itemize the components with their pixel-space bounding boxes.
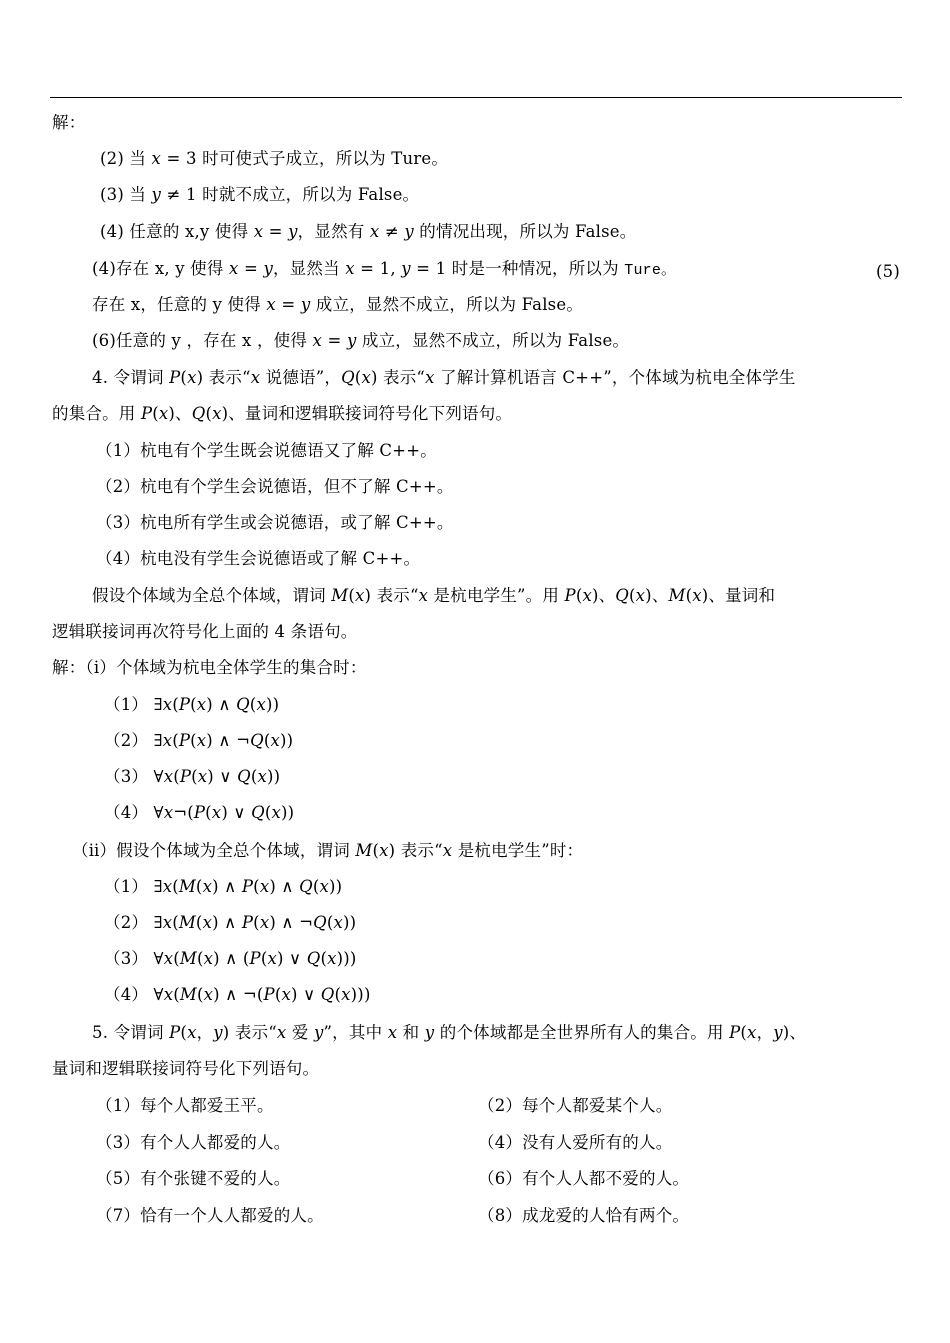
answer-4: (4) 任意的 x,y 使得 𝑥 = 𝑦，显然有 𝑥 ≠ 𝑦 的情况出现，所以为 False。: [100, 222, 637, 241]
solution-ii-item-1: （1） ∃𝑥(𝑀(𝑥) ∧ 𝑃(𝑥) ∧ 𝑄(𝑥)): [104, 877, 343, 896]
question-5-item-3: （3）有个人人都爱的人。: [96, 1133, 291, 1152]
question-4-item-2: （2）杭电有个学生会说德语，但不了解 C++。: [96, 477, 454, 496]
question-4-line-4: 逻辑联接词再次符号化上面的 4 条语句。: [52, 622, 358, 641]
question-5-item-6: （6）有个人人都不爱的人。: [478, 1169, 690, 1188]
question-5-item-8: （8）成龙爱的人恰有两个。: [478, 1206, 690, 1225]
answer-4b: [92, 258, 676, 282]
question-4-item-4: （4）杭电没有学生会说德语或了解 C++。: [96, 549, 421, 568]
solution-i-item-3: （3） ∀𝑥(𝑃(𝑥) ∨ 𝑄(𝑥)): [104, 767, 281, 786]
answer-2: (2) 当 𝑥 = 3 时可使式子成立，所以为 Ture。: [100, 149, 449, 168]
answer-5: 存在 x，任意的 y 使得 𝑥 = 𝑦 成立，显然不成立，所以为 False。: [92, 295, 584, 314]
question-5-item-1: （1）每个人都爱王平。: [96, 1096, 274, 1115]
answer-5-number: (5): [876, 262, 900, 281]
question-4-line-2: 的集合。用 𝑃(𝑥)、𝑄(𝑥)、量词和逻辑联接词符号化下列语句。: [52, 404, 513, 423]
answer-4b-result: Ture。: [624, 262, 677, 279]
solution-ii-item-3: （3） ∀𝑥(𝑀(𝑥) ∧ (𝑃(𝑥) ∨ 𝑄(𝑥))): [104, 949, 357, 968]
solution-i-item-1: （1） ∃𝑥(𝑃(𝑥) ∧ 𝑄(𝑥)): [104, 695, 280, 714]
question-4-item-3: （3）杭电所有学生或会说德语，或了解 C++。: [96, 513, 454, 532]
question-4-item-1: （1）杭电有个学生既会说德语又了解 C++。: [96, 441, 437, 460]
solution-ii-item-4: （4） ∀𝑥(𝑀(𝑥) ∧ ¬(𝑃(𝑥) ∨ 𝑄(𝑥))): [104, 985, 371, 1004]
question-4-line-3: 假设个体域为全总个体域，谓词 𝑀(𝑥) 表示“𝑥 是杭电学生”。用 𝑃(𝑥)、𝑄(𝑥)、𝑀(𝑥)、量词和: [92, 586, 776, 605]
question-5-item-4: （4）没有人爱所有的人。: [478, 1133, 673, 1152]
answer-6: (6)任意的 y ，存在 x ，使得 𝑥 = 𝑦 成立，显然不成立，所以为 False。: [92, 331, 630, 350]
question-5-item-5: （5）有个张键不爱的人。: [96, 1169, 291, 1188]
header-rule: [50, 97, 902, 98]
solution-label: 解：: [52, 113, 86, 132]
answer-4b-text: (4)存在 x, y 使得 𝑥 = 𝑦，显然当 𝑥 = 1, 𝑦 = 1 时是一种情况，所以为: [92, 259, 625, 278]
question-4-line-1: 4. 令谓词 𝑃(𝑥) 表示“𝑥 说德语”，𝑄(𝑥) 表示“𝑥 了解计算机语言 C++”，个体域为杭电全体学生: [92, 368, 796, 387]
solution-i-item-4: （4） ∀𝑥¬(𝑃(𝑥) ∨ 𝑄(𝑥)): [104, 803, 295, 822]
question-5-line-1: 5. 令谓词 𝑃(𝑥，𝑦) 表示“𝑥 爱 𝑦”，其中 𝑥 和 𝑦 的个体域都是全世界所有人的集合。用 𝑃(𝑥，𝑦)、: [92, 1023, 807, 1042]
question-5-item-7: （7）恰有一个人人都爱的人。: [96, 1206, 324, 1225]
solution-ii-item-2: （2） ∃𝑥(𝑀(𝑥) ∧ 𝑃(𝑥) ∧ ¬𝑄(𝑥)): [104, 913, 357, 932]
solution-i-heading: 解：（ⅰ）个体域为杭电全体学生的集合时：: [52, 658, 367, 677]
answer-3: (3) 当 𝑦 ≠ 1 时就不成立，所以为 False。: [100, 185, 420, 204]
solution-i-item-2: （2） ∃𝑥(𝑃(𝑥) ∧ ¬𝑄(𝑥)): [104, 731, 294, 750]
solution-ii-heading: （ⅱ）假设个体域为全总个体域，谓词 𝑀(𝑥) 表示“𝑥 是杭电学生”时：: [72, 841, 584, 860]
question-5-item-2: （2）每个人都爱某个人。: [478, 1096, 673, 1115]
question-5-line-2: 量词和逻辑联接词符号化下列语句。: [52, 1059, 320, 1078]
